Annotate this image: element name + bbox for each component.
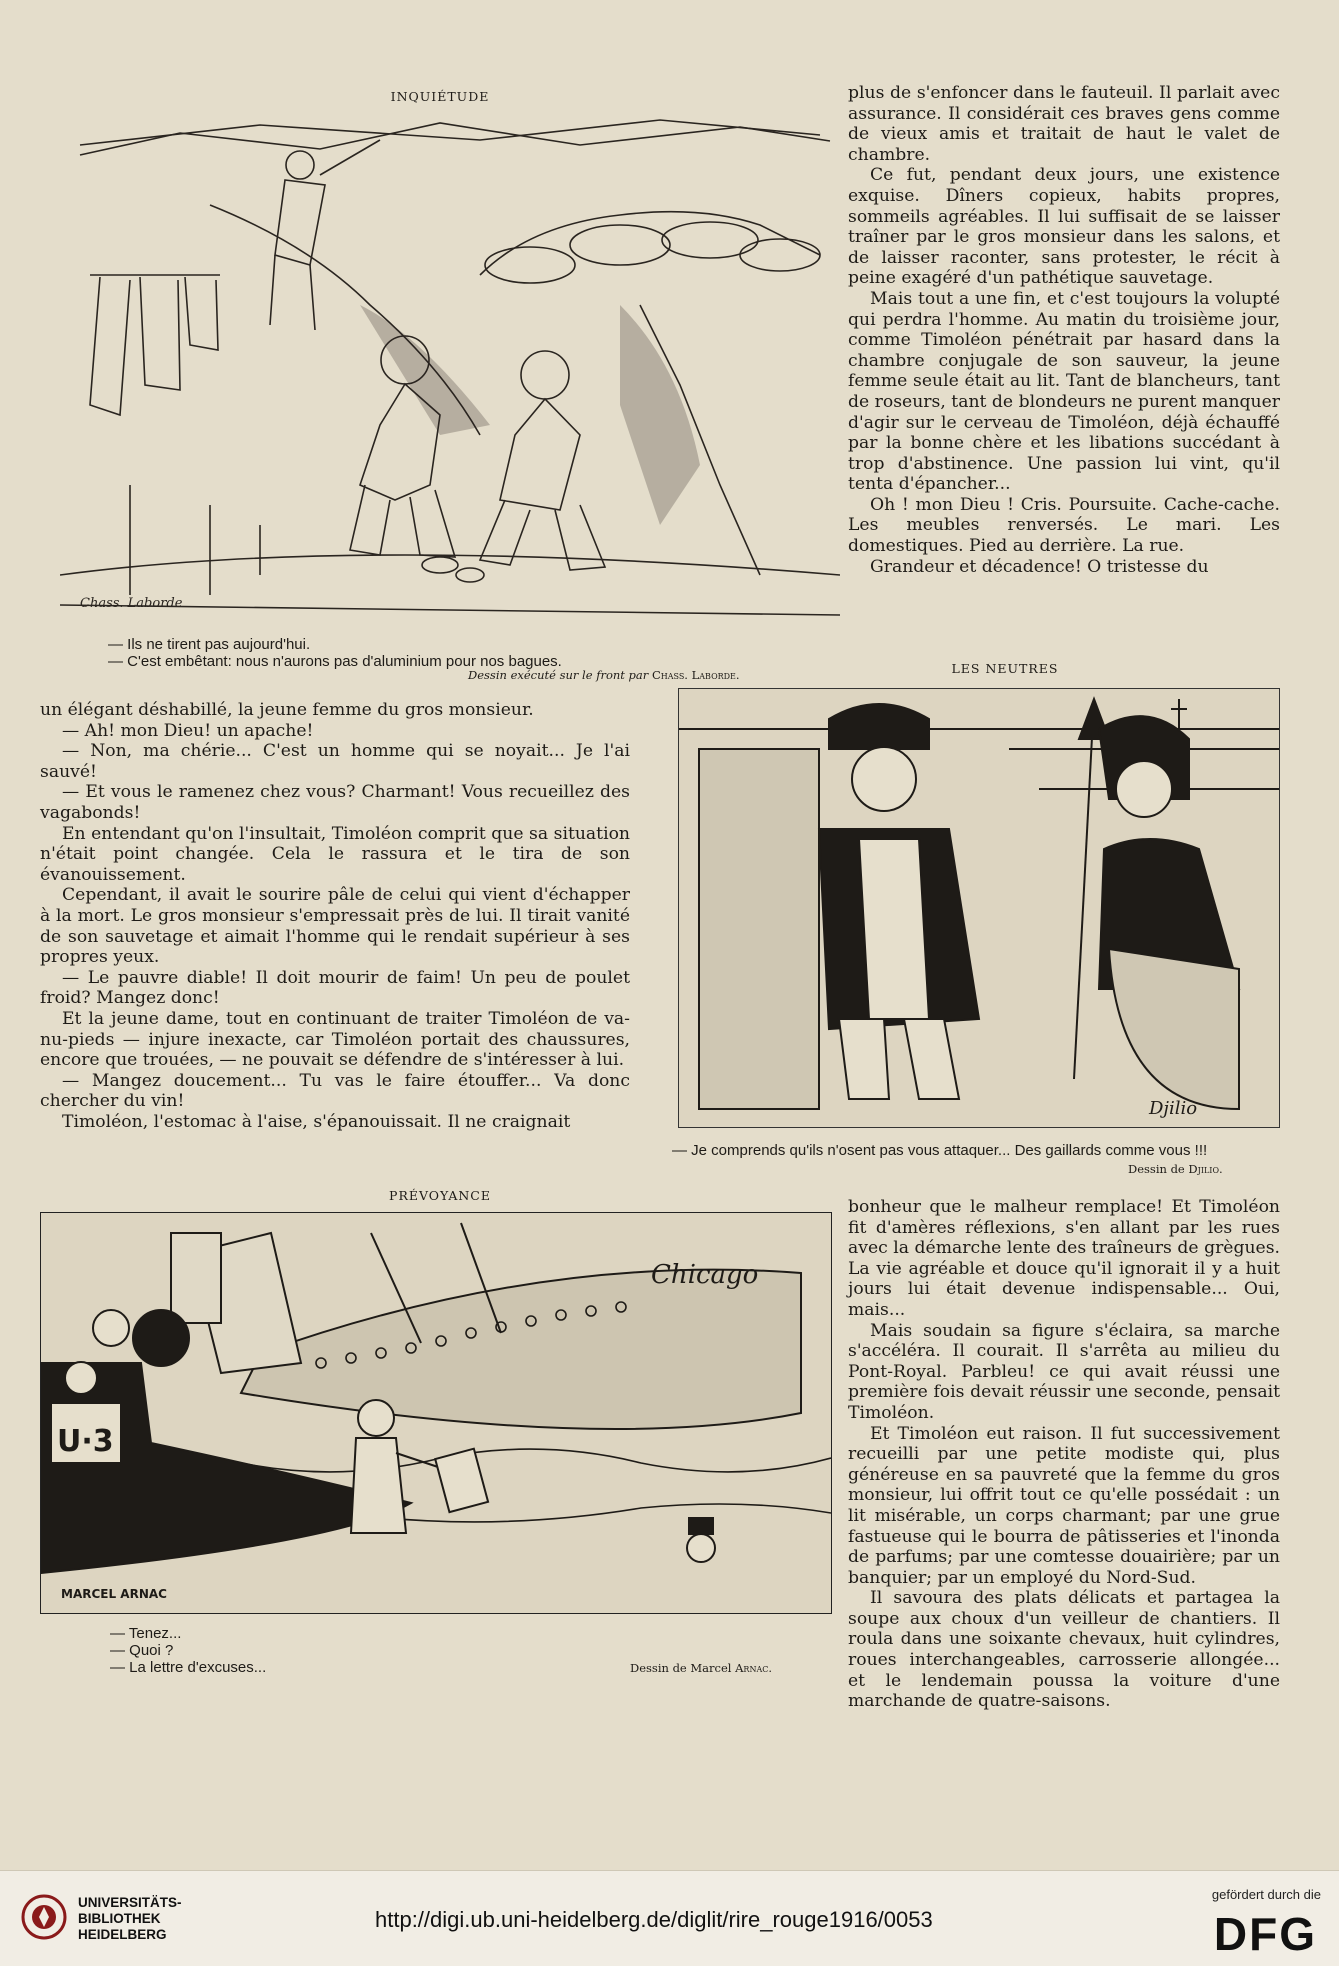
paragraph: un élégant déshabillé, la jeune femme du gros monsieur. [40,700,534,720]
credit-prefix: Dessin de Marcel [630,1661,732,1675]
ship-name: Chicago [651,1260,759,1290]
paragraph: Mais tout a une fin, et c'est toujours la volupté qui perdra l'homme. Au matin du troisième jour, comme Timoléon pénétrait par hasard dans la chambre conjugale de son sauveur, la jeune femme seule était au lit. Tant de blancheurs, tant de roseurs, tant de blondeurs ne purent manquer d'agir sur le cerveau de Timoléon, déjà échauffé par la bonne chère et les libations succédant à trop d'abstinence. Une passion lui vint, qu'il tenta d'épancher... [848,288,1280,495]
paragraph: Grandeur et décadence! O tristesse du [870,556,1209,577]
paragraph: Cependant, il avait le sourire pâle de celui qui vient d'échapper à la mort. Le gros monsieur s'empressait près de lui. Il tirait vanité de son sauvetage et aimait l'homme qui le rendait supérieur à ses propres yeux. [40,885,630,968]
submarine-label: U·3 [57,1424,114,1459]
drawing-signature: MARCEL ARNAC [61,1587,167,1601]
caption-line: — Ils ne tirent pas aujourd'hui. [108,636,311,653]
caption-line: — Je comprends qu'ils n'osent pas vous attaquer... Des gaillards comme vous !!! [672,1142,1208,1159]
neutres-drawing [679,689,1279,1127]
paragraph: Et la jeune dame, tout en continuant de traiter Timoléon de va-nu-pieds — injure inexacte, car Timoléon portait des chaussures, encore que trouées, — ne pouvait se défendre de s'intéresser à lui. [40,1008,630,1071]
text-column-right-top [848,83,1280,577]
caption-neutres [672,1142,1280,1159]
paragraph: Timoléon, l'estomac à l'aise, s'épanouissait. Il ne craignait [62,1111,571,1132]
credit-prevoyance [630,1661,772,1675]
institution-name [78,1895,182,1943]
credit-inquietude [468,668,740,682]
caption-line: — C'est embêtant: nous n'aurons pas d'aluminium pour nos bagues. [108,653,562,670]
trench-drawing [60,105,840,640]
prevoyance-drawing [41,1213,831,1613]
funded-by-label: gefördert durch die [1211,1887,1321,1902]
institution-line: HEIDELBERG [78,1927,167,1942]
credit-name: Djilio. [1188,1162,1223,1176]
paragraph: — Non, ma chérie... C'est un homme qui se noyait... Je l'ai sauvé! [40,741,630,782]
drawing-signature: Djilio [1149,1098,1198,1119]
paragraph: — Mangez doucement... Tu vas le faire étouffer... Va donc chercher du vin! [40,1070,630,1112]
credit-prefix: Dessin de [1128,1162,1185,1176]
paragraph: — Ah! mon Dieu! un apache! [62,720,314,741]
text-column-left-middle [40,700,630,1132]
credit-name: Chass. Laborde. [651,668,740,682]
paragraph: — Et vous le ramenez chez vous? Charmant! Vous recueillez des vagabonds! [40,782,630,823]
illustration-inquietude [60,105,840,640]
paragraph: Ce fut, pendant deux jours, une existence exquise. Dîners copieux, habits propres, sommeils agréables. Il lui suffisait de se laisser traîner par le gros monsieur dans les salons, et de laisser raconter, sans protester, le récit à peine exagéré d'un pathétique sauvetage. [848,165,1280,289]
paragraph: Mais soudain sa figure s'éclaira, sa marche s'accéléra. Il courait. Il s'arrêta au milieu du Pont-Royal. Parbleu! ce qui avait réussi une première fois devait réussir une seconde, pensait Timoléon. [848,1320,1280,1423]
caption-line: — Quoi ? [110,1642,174,1659]
caption-prevoyance [110,1625,410,1676]
institution-line: BIBLIOTHEK [78,1911,161,1926]
illustration-neutres [678,688,1280,1128]
paragraph: En entendant qu'on l'insultait, Timoléon comprit que sa situation n'était point changée. Cela le rassura et le tira de son évanouissement. [40,823,630,885]
illustration-prevoyance [40,1212,832,1614]
paragraph: plus de s'enfoncer dans le fauteuil. Il parlait avec assurance. Il considérait ces braves gens comme de vieux amis et traitait de haut le valet de chambre. [848,83,1280,165]
illustration-title-prevoyance: PRÉVOYANCE [389,1188,491,1203]
paragraph: bonheur que le malheur remplace! Et Timoléon fit d'amères réflexions, s'en allant par les rues avec la démarche lente des traîneurs de grègues. La vie agréable et douce qu'il ignorait il y a huit jours lui était devenue indispensable... Oui, mais... [848,1197,1280,1320]
drawing-signature: Chass. Laborde [80,596,183,611]
text-column-right-bottom [848,1197,1280,1712]
university-seal-icon [20,1893,68,1941]
caption-line: — Tenez... [110,1625,182,1642]
illustration-title-inquietude: INQUIÉTUDE [390,89,490,104]
paragraph: Oh ! mon Dieu ! Cris. Poursuite. Cache-cache. Les meubles renversés. Le mari. Les domestiques. Pied au derrière. La rue. [848,494,1280,557]
footer-bar [0,1870,1339,1966]
institution-line: UNIVERSITÄTS- [78,1895,182,1910]
source-url-link[interactable]: http://digi.ub.uni-heidelberg.de/diglit/rire_rouge1916/0053 [375,1907,933,1932]
illustration-title-neutres: LES NEUTRES [951,661,1059,676]
credit-name: Arnac. [735,1661,772,1675]
caption-inquietude [108,636,668,670]
dfg-logo: DFG [1213,1908,1317,1960]
caption-line: — La lettre d'excuses... [110,1659,267,1676]
paragraph: Il savoura des plats délicats et partagea la soupe aux choux d'un veilleur de chantiers. Il roula dans une soixante chevaux, huit cylindres, roues interchangeables, carrosserie allongée... et le lendemain poussa la voiture d'une marchande de quatre-saisons. [848,1588,1280,1712]
paragraph: Et Timoléon eut raison. Il fut successivement recueilli par une petite modiste qui, plus généreuse en sa pauvreté que la femme du gros monsieur, lui offrit tout ce qu'elle possédait : un lit misérable, un corps charmant; par une grue fastueuse qui le bourra de pâtisseries et l'inonda de parfums; par une comtesse douairière; par un banquier; par un employé du Nord-Sud. [848,1423,1280,1588]
credit-prefix: Dessin exécuté sur le front par [468,668,649,682]
paragraph: — Le pauvre diable! Il doit mourir de faim! Un peu de poulet froid? Mangez donc! [40,967,630,1009]
credit-neutres [1128,1162,1223,1176]
